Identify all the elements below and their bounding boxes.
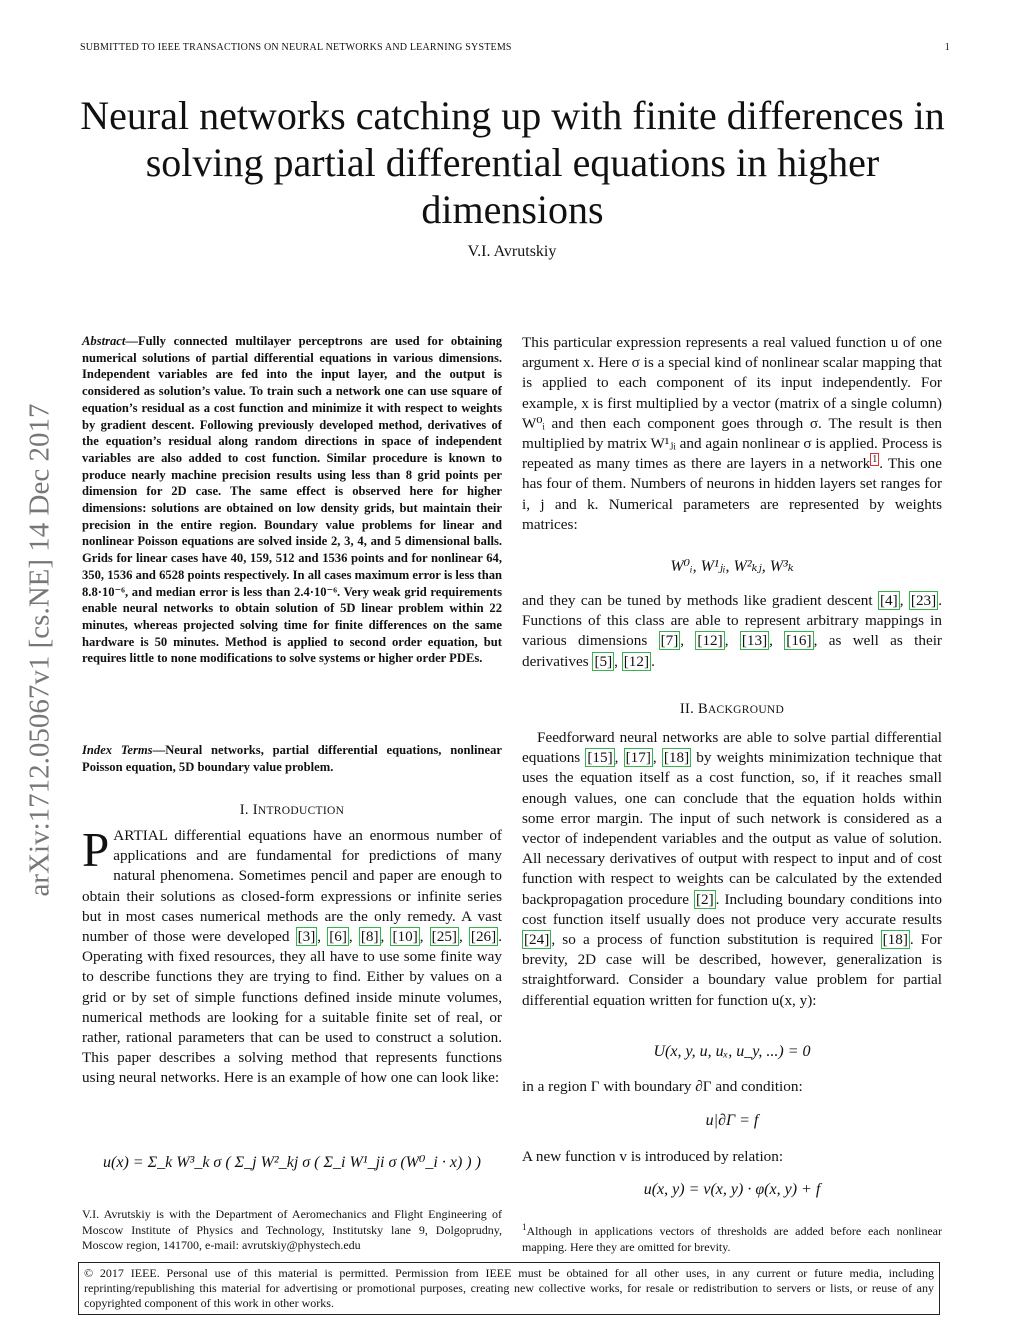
abstract xyxy=(82,333,502,667)
paragraph-region: in a region Γ with boundary ∂Γ and condition: xyxy=(522,1078,803,1095)
equation-weights: W⁰ᵢ, W¹ⱼᵢ, W²ₖⱼ, W³ₖ xyxy=(670,558,794,575)
index-terms-label: Index Terms xyxy=(82,743,153,757)
paragraph-new-function: A new function v is introduced by relation: xyxy=(522,1148,784,1165)
paragraph-gradient: and they can be tuned by methods like gradient descent [4] , [23] . Functions of this class are able to represent arbitrary mappings in various dimensions [7] , [12] , [13] , [16] , as well as their derivatives [5] , [12] . xyxy=(522,592,942,670)
citation[interactable]: [13] xyxy=(741,632,768,650)
section-heading-introduction: I. INTRODUCTION xyxy=(239,802,345,818)
citation[interactable]: [26] xyxy=(470,928,497,946)
citation[interactable]: [24] xyxy=(524,931,550,949)
citation[interactable]: [10] xyxy=(392,928,418,946)
abstract-label: Abstract xyxy=(82,334,126,348)
footnote-mark: 1 xyxy=(522,1222,527,1232)
footnote-ref[interactable]: 1 xyxy=(872,454,878,466)
arxiv-stamp xyxy=(10,350,70,950)
footnote-text: Although in applications vectors of thresholds are added before each nonlinear mapping. Here they are omitted for brevity. xyxy=(522,1224,942,1254)
running-header xyxy=(80,42,950,53)
equation-boundary: u|∂Γ = f xyxy=(705,1112,759,1129)
introduction-paragraph: PARTIAL differential equations have an enormous number of applications and are fundamental for predictions of many natural phenomena. Sometimes pencil and paper are enough to obtain their solutions as closed-form expressions or infinite series but in most cases numerical methods are the only remedy. A vast number of those were developed [3] , [6] , [8] , [10] , [25] , [26] . Operating with fixed resources, they all have to use some finite way to describe functions they are trying to find. Either by values on a grid or by set of simple functions defined inside minute volumes, numerical methods are looking for a suitable finite set of real, or rather, rational parameters that can be used to construct a solution. This paper describes a solving method that represents functions using neural networks. Here is an example of how one can look like: xyxy=(82,822,502,1087)
index-terms-text: —Neural networks, partial differential equations, nonlinear Poisson equation, 5D boundary value problem. xyxy=(82,743,502,774)
equation-substitution: u(x, y) = v(x, y) · φ(x, y) + f xyxy=(643,1181,821,1198)
citation[interactable]: [12] xyxy=(623,652,650,670)
citation[interactable]: [25] xyxy=(431,928,457,946)
author: V.I. Avrutskiy xyxy=(467,243,557,260)
citation[interactable]: [5] xyxy=(594,652,613,670)
index-terms xyxy=(82,742,502,775)
paragraph-expression: This particular expression represents a real valued function u of one argument x. Here σ is a special kind of nonlinear scalar mapping that is applied to each component of its input independently. For example, x is first multiplied by a vector (matrix of a single column) W⁰ᵢ and then each component goes through σ. The result is then multiplied by matrix W¹ⱼᵢ and again nonlinear σ is applied. Process is repeated as many times as there are layers in a network $^1$ . This one has four of them. Numbers of neurons in hidden layers set ranges for i, j and k. Numerical parameters are represented by weights matrices: xyxy=(522,334,942,533)
copyright-notice: © 2017 IEEE. Personal use of this material is permitted. Permission from IEEE must be obtained for all other uses, in any current or future media, including reprinting/republishing this material for advertising or promotional purposes, creating new collective works, for resale or redistribution to servers or lists, or reuse of any copyrighted component of this work in other works. xyxy=(78,1262,940,1315)
citation[interactable]: [15] xyxy=(587,749,613,767)
citation[interactable]: [18] xyxy=(663,749,690,767)
citation[interactable]: [18] xyxy=(882,931,908,949)
author-affiliation: V.I. Avrutskiy is with the Department of Aeromechanics and Flight Engineering of Moscow Institute of Physics and Technology, Institutsky lane 9, Dolgoprudny, Moscow region, 141700, e-mail: avrutskiy@phystech.edu xyxy=(82,1207,502,1252)
citation[interactable]: [7] xyxy=(660,632,679,650)
citation[interactable]: [16] xyxy=(786,632,812,650)
journal-name: SUBMITTED TO IEEE TRANSACTIONS ON NEURAL NETWORKS AND LEARNING SYSTEMS xyxy=(80,42,512,53)
citation[interactable]: [12] xyxy=(697,632,723,650)
citation[interactable]: [6] xyxy=(329,928,347,946)
footnote xyxy=(522,1220,942,1255)
drop-cap: P xyxy=(82,822,110,877)
arxiv-id[interactable]: arXiv:1712.05067v1 [cs.NE] 14 Dec 2017 xyxy=(23,403,56,897)
citation[interactable]: [2] xyxy=(695,890,714,908)
citation[interactable]: [23] xyxy=(910,592,937,609)
citation[interactable]: [17] xyxy=(625,749,651,767)
abstract-text: —Fully connected multilayer perceptrons are used for obtaining numerical solutions of partial differential equations in various dimensions. Independent variables are fed into the input layer, and the output is considered as solution’s value. To train such a network one can use square of equation’s residual as a cost function and minimize it with respect to weights by gradient descent. Following previously developed method, derivatives of the equation’s residual along random directions in space of independent variables are also added to cost function. Similar procedure is known to produce nearly machine precision results using less than 8 grid points per dimension for 2D case. The same effect is observed here for higher dimensions: solutions are obtained on low density grids, but maintain their precision in the entire region. Boundary value problems for linear and nonlinear Poisson equations are solved inside 2, 3, 4, and 5 dimensional balls. Grids for linear cases have 40, 159, 512 and 1536 points and for nonlinear 64, 350, 1536 and 6528 points respectively. In all cases maximum error is less than 8.8·10⁻⁶, and median error is less than 2.4·10⁻⁶. Very weak grid requirements enable neural networks to obtain solution of 5D linear problem within 22 minutes, whereas projected solving time for finite differences on the same hardware is 50 minutes. Method is applied to second order equation, but requires little to none modifications to solve systems or higher order PDEs. xyxy=(82,334,502,666)
section-heading-background: II. BACKGROUND xyxy=(679,701,785,717)
equation-pde: U(x, y, u, uₓ, u_y, ...) = 0 xyxy=(653,1043,811,1060)
citation[interactable]: [8] xyxy=(360,928,379,946)
paragraph-background: Feedforward neural networks are able to solve partial differential equations [15] , [17] , [18] by weights minimization technique that uses the equation itself as a cost function, so, if it reaches small enough values, one can conclude that the equation holds within some error margin. The input of such network is considered as a vector of independent variables and the output as value of solution. All necessary derivatives of output with respect to input and of cost function with respect to weights can be calculated by the extended backpropagation procedure [2] . Including boundary conditions into cost function itself usually does not produce very accurate results [24] , so a process of function substitution is required [18] . For brevity, 2D case will be described, however, generalization is straightforward. Consider a boundary value problem for partial differential equation written for function u(x, y): xyxy=(522,729,943,1009)
citation[interactable]: [3] xyxy=(297,928,316,946)
equation-network: u(x) = Σ_k W³_k σ ( Σ_j W²_kj σ ( Σ_i W¹_ji σ (W⁰_i · x) ) ) xyxy=(103,1154,481,1171)
citation[interactable]: [4] xyxy=(879,592,898,609)
paper-title: Neural networks catching up with finite differences in solving partial differential equations in higher dimensions xyxy=(80,93,945,232)
page-number: 1 xyxy=(944,42,950,53)
